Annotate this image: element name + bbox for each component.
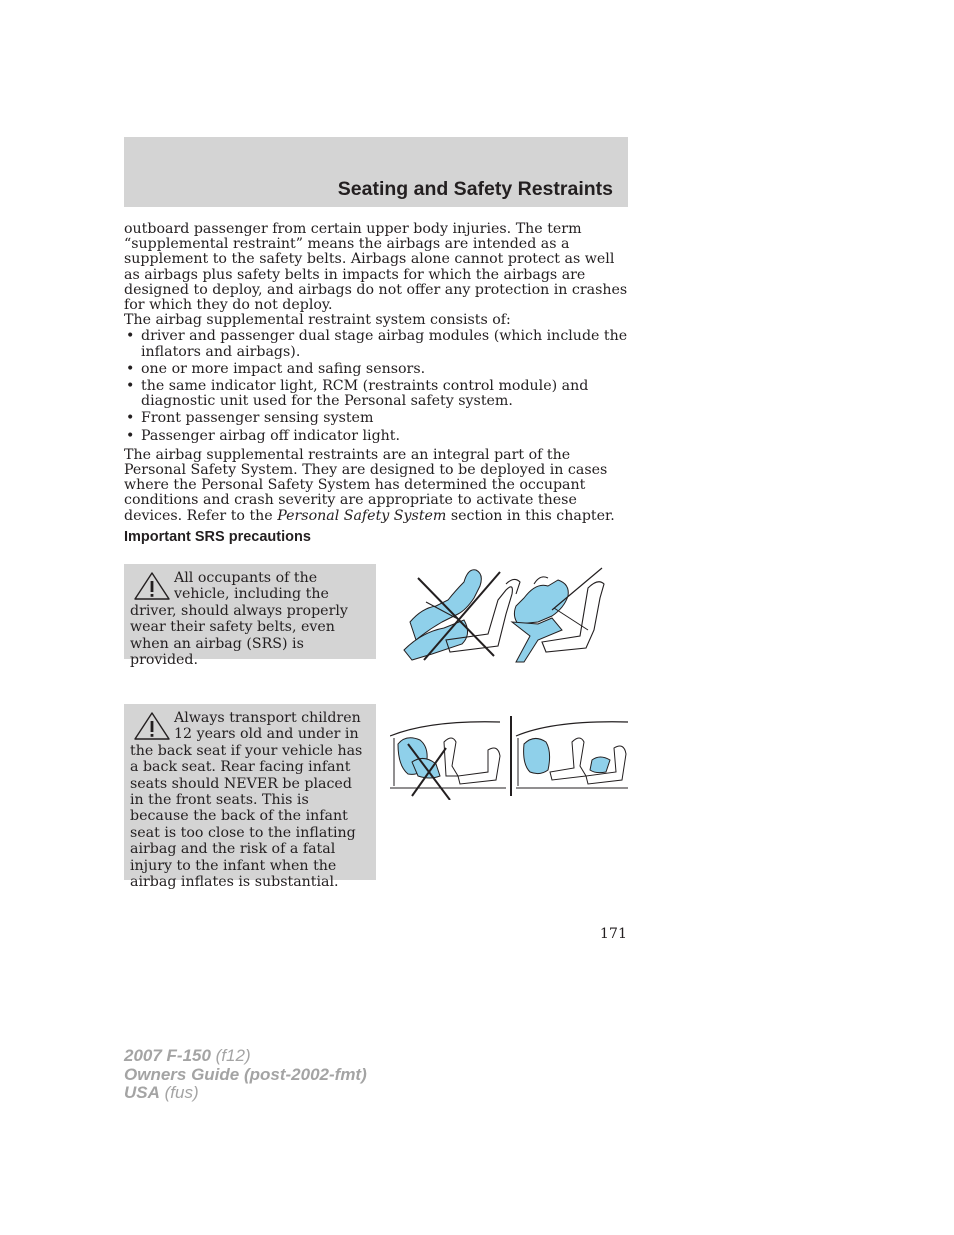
list-item: • the same indicator light, RCM (restraints control module) and diagnostic unit used for the Personal safety system. (126, 378, 589, 410)
page-title: Seating and Safety Restraints (337, 178, 613, 200)
footer-line-model: 2007 F-150 (f12) (124, 1046, 251, 1065)
body-text (124, 222, 630, 545)
page-number: 171 (599, 926, 627, 942)
section-heading: Important SRS precautions (124, 528, 311, 545)
list-item: • driver and passenger dual stage airbag modules (which include the inflators and airbags). (126, 328, 628, 360)
paragraph-integral-part: The airbag supplemental restraints are an integral part of the Personal Safety System. They are designed to be deployed in cases where the Personal Safety System has determined the occupant conditions and crash severity are appropriate to activate these devices. Refer to the Personal Safety System section in this chapter. (124, 446, 615, 524)
child-seat-illustration (390, 714, 630, 800)
paragraph-intro: outboard passenger from certain upper body injuries. The term “supplemental restraint” means the airbags are intended as a supplement to the safety belts. Airbags alone cannot protect as well as airbags plus safety belts in impacts for which the airbags are designed to deploy, and airbags do not offer any protection in crashes for which they do not deploy. (124, 221, 628, 314)
belted-occupant-figure (512, 568, 604, 662)
component-list (124, 329, 630, 443)
footer-line-market: USA (fus) (124, 1083, 199, 1102)
section-reference: Personal Safety System (277, 507, 447, 524)
header-band (124, 137, 628, 207)
list-item: • Passenger airbag off indicator light. (126, 427, 401, 444)
bullet-icon: • (126, 427, 135, 444)
bullet-icon: • (126, 360, 135, 377)
rear-seat-infant-figure (516, 722, 628, 788)
bullet-icon: • (126, 410, 135, 427)
warning-text: Always transport children 12 years old and under in the back seat if your vehicle has a back seat. Rear facing infant seats should NEVER be placed in the front seats. This is because the back of the infant seat is too close to the inflating airbag and the risk of a fatal injury to the infant when the airbag inflates is substantial. (130, 710, 363, 891)
paragraph-system-consists: The airbag supplemental restraint system consists of: (124, 312, 511, 329)
front-seat-infant-figure (390, 722, 506, 788)
warning-text: All occupants of the vehicle, including the driver, should always properly wear their safety belts, even when an airbag (SRS) is provided. (130, 570, 348, 669)
warning-triangle-icon (132, 570, 172, 602)
warning-box-seatbelts (124, 564, 376, 669)
document-footer (124, 1047, 367, 1103)
footer-line-guide: Owners Guide (post-2002-fmt) (124, 1064, 367, 1084)
list-item: • one or more impact and safing sensors. (126, 360, 426, 377)
warning-triangle-icon (132, 710, 172, 742)
bullet-icon: • (126, 378, 135, 395)
list-item: • Front passenger sensing system (126, 410, 374, 427)
warning-box-children (124, 704, 376, 891)
airbag-occupant-illustration (402, 560, 614, 666)
bullet-icon: • (126, 328, 135, 345)
